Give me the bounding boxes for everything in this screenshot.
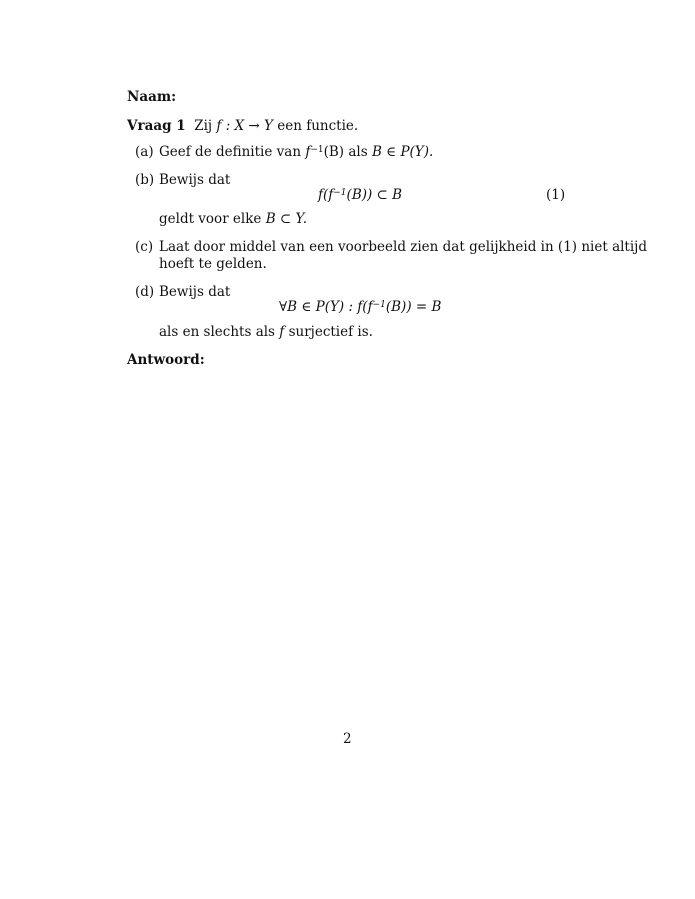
question-intro-post: een functie. (272, 118, 359, 134)
item-d-eq-part2: (B)) = B (385, 299, 442, 315)
item-d-eq-part1: ∀B ∈ P(Y) : f(f (279, 299, 373, 315)
item-b-equation (318, 186, 402, 204)
item-b-marker: (b) (135, 172, 155, 188)
item-a-math1-rest: (B) (323, 144, 345, 160)
item-d-after-pre: als en slechts als (159, 324, 280, 340)
item-b-text: Bewijs dat (159, 172, 231, 188)
item-d-after-math: f (279, 324, 285, 340)
question-label: Vraag 1 (127, 118, 186, 134)
item-a-math1-base: f (305, 144, 311, 160)
item-a-text (159, 143, 433, 161)
item-a-text-mid: als (344, 144, 372, 160)
answer-label: Antwoord: (127, 352, 205, 368)
item-b-eq-sup: −1 (333, 187, 347, 198)
item-d-marker: (d) (135, 284, 155, 300)
naam-label: Naam: (127, 89, 177, 105)
item-c-line2: hoeft te gelden. (159, 256, 267, 272)
item-a-marker: (a) (135, 144, 154, 160)
item-a-math1-sup: −1 (310, 144, 324, 155)
item-b-after-math: B ⊂ Y. (265, 211, 307, 227)
item-d-eq-sup: −1 (372, 299, 386, 310)
question-header (127, 117, 358, 135)
question-intro-math: f : X → Y (216, 118, 273, 134)
item-c-marker: (c) (135, 239, 154, 255)
item-d-after (159, 323, 373, 341)
item-d-equation (279, 298, 441, 316)
item-b-after (159, 210, 307, 228)
item-b-eq-part1: f(f (318, 187, 334, 203)
question-intro-pre: Zij (194, 118, 217, 134)
item-c-line1: Laat door middel van een voorbeeld zien dat gelijkheid in (1) niet altijd (159, 239, 648, 255)
page-number: 2 (343, 731, 352, 747)
item-d-after-post: surjectief is. (284, 324, 373, 340)
item-b-eq-part2: (B)) ⊂ B (346, 187, 403, 203)
item-b-after-pre: geldt voor elke (159, 211, 266, 227)
item-a-math2: B ∈ P(Y). (371, 144, 434, 160)
item-a-text-pre: Geef de definitie van (159, 144, 306, 160)
equation-number: (1) (546, 187, 566, 203)
item-d-text: Bewijs dat (159, 284, 231, 300)
